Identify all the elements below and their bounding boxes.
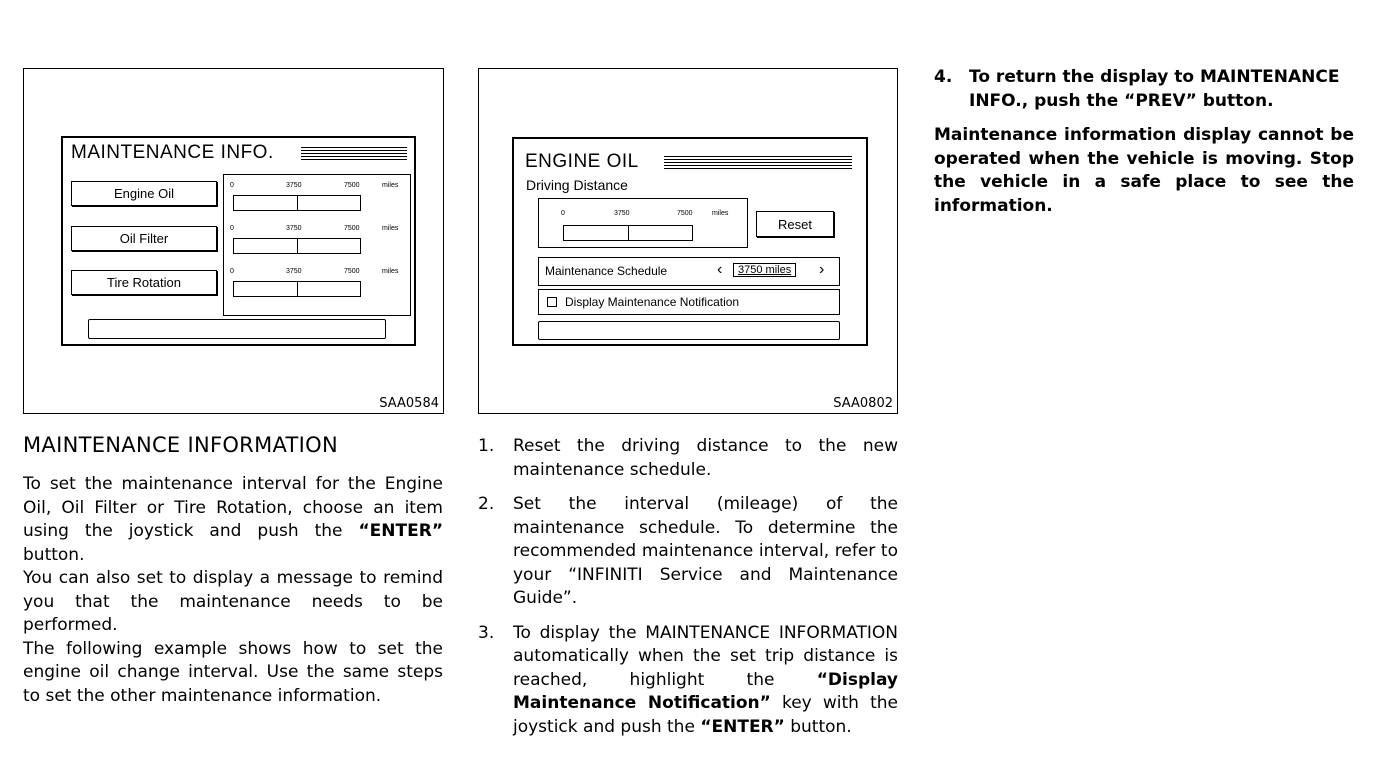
reset-button[interactable]: Reset: [756, 211, 834, 237]
scale-mid: 3750: [614, 210, 630, 217]
intro-text-end: button.: [23, 544, 85, 565]
title-rule-lines: [301, 147, 407, 161]
step-item: [478, 435, 898, 482]
tire-rotation-button[interactable]: Tire Rotation: [71, 270, 217, 295]
left-column-text: [23, 473, 443, 708]
step-item: [934, 66, 1354, 113]
engine-oil-button[interactable]: Engine Oil: [71, 181, 217, 206]
step-text: Reset the driving distance to the new maintenance schedule.: [513, 436, 898, 480]
step-text: Set the interval (mileage) of the maintenance schedule. To determine the recommended maintenance interval, refer to your “INFINITI Service and Maintenance Guide”.: [513, 494, 898, 608]
step-item: [478, 493, 898, 611]
scale-max: 7500: [677, 210, 693, 217]
figure-code: SAA0802: [833, 396, 893, 411]
title-rule-lines: [664, 156, 852, 170]
middle-column-text: [478, 435, 898, 750]
driving-distance-gauge: [563, 225, 693, 241]
scale-unit: miles: [382, 182, 399, 189]
intro-paragraph: [23, 473, 443, 567]
steps-list: [478, 435, 898, 739]
maintenance-schedule-label: Maintenance Schedule: [545, 264, 668, 278]
schedule-value: 3750 miles: [733, 263, 796, 277]
step-text: button.: [1196, 90, 1274, 111]
display-notification-row[interactable]: [538, 289, 840, 315]
display-notification-label: Display Maintenance Notification: [565, 295, 740, 309]
oil-filter-button[interactable]: Oil Filter: [71, 226, 217, 251]
checkbox-icon[interactable]: [547, 297, 557, 307]
scale-mid: 3750: [286, 225, 302, 232]
gauge-panel: [223, 174, 411, 316]
scale-min: 0: [561, 210, 565, 217]
reminder-paragraph: You can also set to display a message to remind you that the maintenance needs to be performed.: [23, 568, 443, 635]
chevron-left-icon[interactable]: ‹: [717, 261, 723, 278]
right-column-text: [934, 66, 1354, 218]
scale-min: 0: [230, 225, 234, 232]
scale-mid: 3750: [286, 182, 302, 189]
maintenance-info-screen: [61, 136, 416, 346]
moving-vehicle-note: Maintenance information display cannot be operated when the vehicle is moving. Stop the vehicle in a safe place to see the information.: [934, 125, 1354, 216]
step-text: To display the MAINTENANCE INFORMATION automatically when the set trip distance is reached, highlight the: [513, 622, 898, 690]
step-text: key with the joystick and push the: [513, 693, 898, 737]
message-field[interactable]: [538, 321, 840, 340]
step-number: 1.: [478, 436, 495, 456]
enter-key-text: “ENTER”: [700, 716, 785, 737]
oil-filter-gauge: [233, 238, 361, 254]
scale-max: 7500: [344, 268, 360, 275]
engine-oil-gauge: [233, 195, 361, 211]
scale-min: 0: [230, 268, 234, 275]
maintenance-schedule-row[interactable]: [538, 257, 840, 286]
distance-gauge-panel: [538, 198, 748, 248]
scale-unit: miles: [712, 210, 729, 217]
scale-unit: miles: [382, 268, 399, 275]
chevron-right-icon[interactable]: ›: [819, 261, 825, 278]
scale-min: 0: [230, 182, 234, 189]
screen-title: MAINTENANCE INFO.: [71, 142, 274, 163]
scale-unit: miles: [382, 225, 399, 232]
step-text: To return the display to MAINTENANCE INFO., push the: [969, 67, 1340, 111]
step-number: 3.: [478, 622, 495, 643]
scale-mid: 3750: [286, 268, 302, 275]
intro-text: To set the maintenance interval for the Engine Oil, Oil Filter or Tire Rotation, choose an item using the joystick and push the: [23, 474, 443, 541]
driving-distance-label: Driving Distance: [526, 177, 628, 193]
steps-list: [934, 66, 1354, 113]
scale-max: 7500: [344, 225, 360, 232]
tire-rotation-gauge: [233, 281, 361, 297]
step-item: [478, 622, 898, 740]
engine-oil-screen: [512, 137, 868, 346]
message-field[interactable]: [88, 319, 386, 339]
figure-code: SAA0584: [379, 396, 439, 411]
section-heading: MAINTENANCE INFORMATION: [23, 433, 338, 457]
example-paragraph: The following example shows how to set the engine oil change interval. Use the same steps to set the other maintenance information.: [23, 638, 443, 706]
enter-key-text: “ENTER”: [358, 521, 443, 541]
step-text: button.: [784, 716, 852, 737]
scale-max: 7500: [344, 182, 360, 189]
prev-key-text: “PREV”: [1124, 90, 1197, 111]
figure-engine-oil: [478, 68, 898, 414]
step-number: 2.: [478, 494, 495, 514]
display-notification-key-text: “Display Maintenance Notification”: [513, 669, 898, 713]
step-number: 4.: [934, 67, 953, 87]
screen-title: ENGINE OIL: [525, 151, 639, 172]
figure-maintenance-info: [23, 68, 444, 414]
